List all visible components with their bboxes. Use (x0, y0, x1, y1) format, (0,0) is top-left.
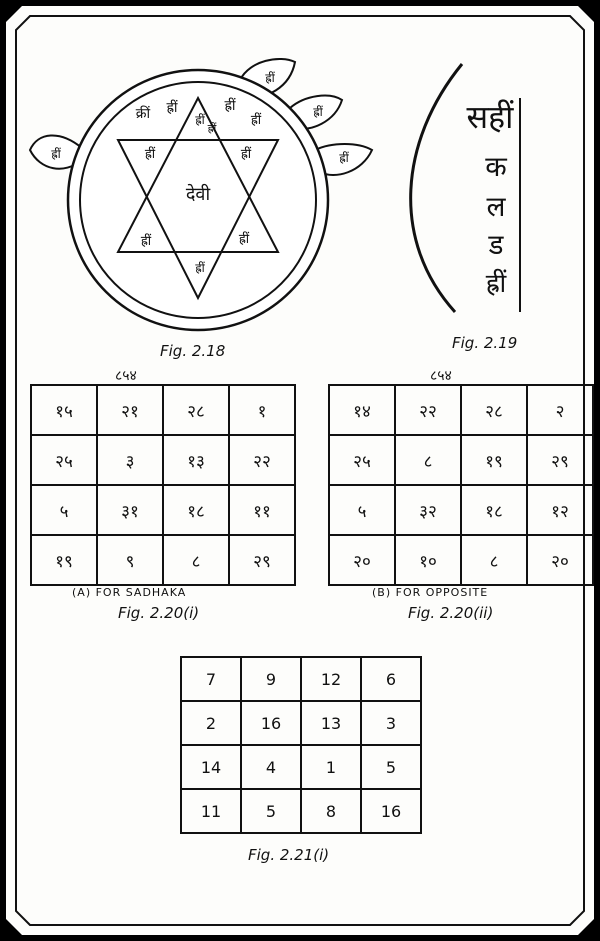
grid-row (181, 745, 421, 789)
grid-cell: ११ (229, 485, 295, 535)
grid-cell: १८ (461, 485, 527, 535)
grid-cell: १२ (527, 485, 593, 535)
grid-row (329, 535, 593, 585)
yantra-center-text: देवी (185, 184, 211, 205)
grid-cell: ५ (31, 485, 97, 535)
grid-cell: 12 (301, 657, 361, 701)
grid-cell: २२ (395, 385, 461, 435)
grid-row (329, 385, 593, 435)
fig-2-19-line-2: क (485, 150, 507, 183)
grid-row (31, 385, 295, 435)
grid-cell: १० (395, 535, 461, 585)
grid-cell: ३२ (395, 485, 461, 535)
grid-a-top-label: ८५४ (115, 368, 137, 384)
grid-cell: ८ (461, 535, 527, 585)
grid-cell: 14 (181, 745, 241, 789)
grid-cell: 4 (241, 745, 301, 789)
grid-cell: १४ (329, 385, 395, 435)
grid-row (31, 485, 295, 535)
fig-2-21-i-caption: Fig. 2.21(i) (248, 846, 330, 864)
ring-mantra-2: ह्रीं (166, 100, 178, 116)
star-mantra-upper-right: ह्रीं (240, 147, 252, 162)
grid-cell: ८ (163, 535, 229, 585)
grid-cell: ३१ (97, 485, 163, 535)
grid-cell: १ (229, 385, 295, 435)
magic-square-sadhaka (30, 384, 296, 586)
grid-row (31, 535, 295, 585)
grid-cell: 6 (361, 657, 421, 701)
star-mantra-top: ह्रीं (195, 113, 205, 127)
grid-cell: २० (329, 535, 395, 585)
magic-square-opposite (328, 384, 594, 586)
fig-2-19-line-3: ल (486, 190, 506, 223)
grid-cell: ८ (395, 435, 461, 485)
fig-2-19-line-5: ह्रीं (485, 269, 507, 299)
fig-2-19-caption: Fig. 2.19 (452, 334, 518, 352)
grid-b-subtitle: (B) FOR OPPOSITE (372, 586, 489, 599)
ring-mantra-3: ह्रीं (224, 98, 236, 114)
ring-mantra-5: ह्रीं (207, 122, 217, 135)
grid-cell: 13 (301, 701, 361, 745)
grid-cell: 1 (301, 745, 361, 789)
grid-cell: १८ (163, 485, 229, 535)
grid-row (181, 701, 421, 745)
grid-cell: 9 (241, 657, 301, 701)
grid-cell: १९ (31, 535, 97, 585)
grid-cell: 2 (181, 701, 241, 745)
fig-2-20-i-caption: Fig. 2.20(i) (118, 604, 200, 622)
grid-cell: 16 (361, 789, 421, 833)
grid-row (181, 789, 421, 833)
grid-cell: २ (527, 385, 593, 435)
star-mantra-bottom: ह्रीं (195, 261, 205, 275)
grid-cell: २९ (527, 435, 593, 485)
fig-2-18-caption: Fig. 2.18 (160, 342, 226, 360)
grid-cell: 7 (181, 657, 241, 701)
grid-cell: २५ (31, 435, 97, 485)
grid-cell: २८ (163, 385, 229, 435)
grid-cell: २० (527, 535, 593, 585)
grid-row (329, 485, 593, 535)
grid-row (181, 657, 421, 701)
fig-2-20-ii-caption: Fig. 2.20(ii) (408, 604, 494, 622)
grid-cell: ३ (97, 435, 163, 485)
grid-cell: १३ (163, 435, 229, 485)
grid-cell: ९ (97, 535, 163, 585)
star-mantra-upper-left: ह्रीं (144, 147, 156, 162)
grid-row (31, 435, 295, 485)
grid-cell: २१ (97, 385, 163, 435)
grid-cell: 16 (241, 701, 301, 745)
ring-mantra-4: ह्रीं (250, 113, 262, 128)
petal-mantra-right-1: ह्रीं (313, 105, 323, 119)
magic-square-numeric (180, 656, 422, 834)
fig-2-19-line-4: ड (488, 228, 504, 261)
star-mantra-lower-left: ह्रीं (140, 234, 152, 249)
grid-cell: ५ (329, 485, 395, 535)
petal-mantra-left: ह्रीं (51, 147, 61, 161)
grid-cell: १९ (461, 435, 527, 485)
grid-cell: २५ (329, 435, 395, 485)
petal-mantra-top-right: ह्रीं (265, 71, 275, 85)
grid-cell: २९ (229, 535, 295, 585)
grid-a-subtitle: (A) FOR SADHAKA (72, 586, 187, 599)
grid-b-top-label: ८५४ (430, 368, 452, 384)
grid-cell: 5 (361, 745, 421, 789)
grid-cell: २२ (229, 435, 295, 485)
grid-cell: 11 (181, 789, 241, 833)
ring-mantra-1: क्रीं (135, 106, 151, 122)
fig-2-19-line-1: सहीं (466, 98, 514, 136)
star-mantra-lower-right: ह्रीं (238, 232, 250, 247)
grid-cell: 8 (301, 789, 361, 833)
grid-cell: १५ (31, 385, 97, 435)
grid-row (329, 435, 593, 485)
petal-mantra-right-2: ह्रीं (339, 151, 349, 165)
grid-cell: २८ (461, 385, 527, 435)
grid-cell: 3 (361, 701, 421, 745)
grid-cell: 5 (241, 789, 301, 833)
